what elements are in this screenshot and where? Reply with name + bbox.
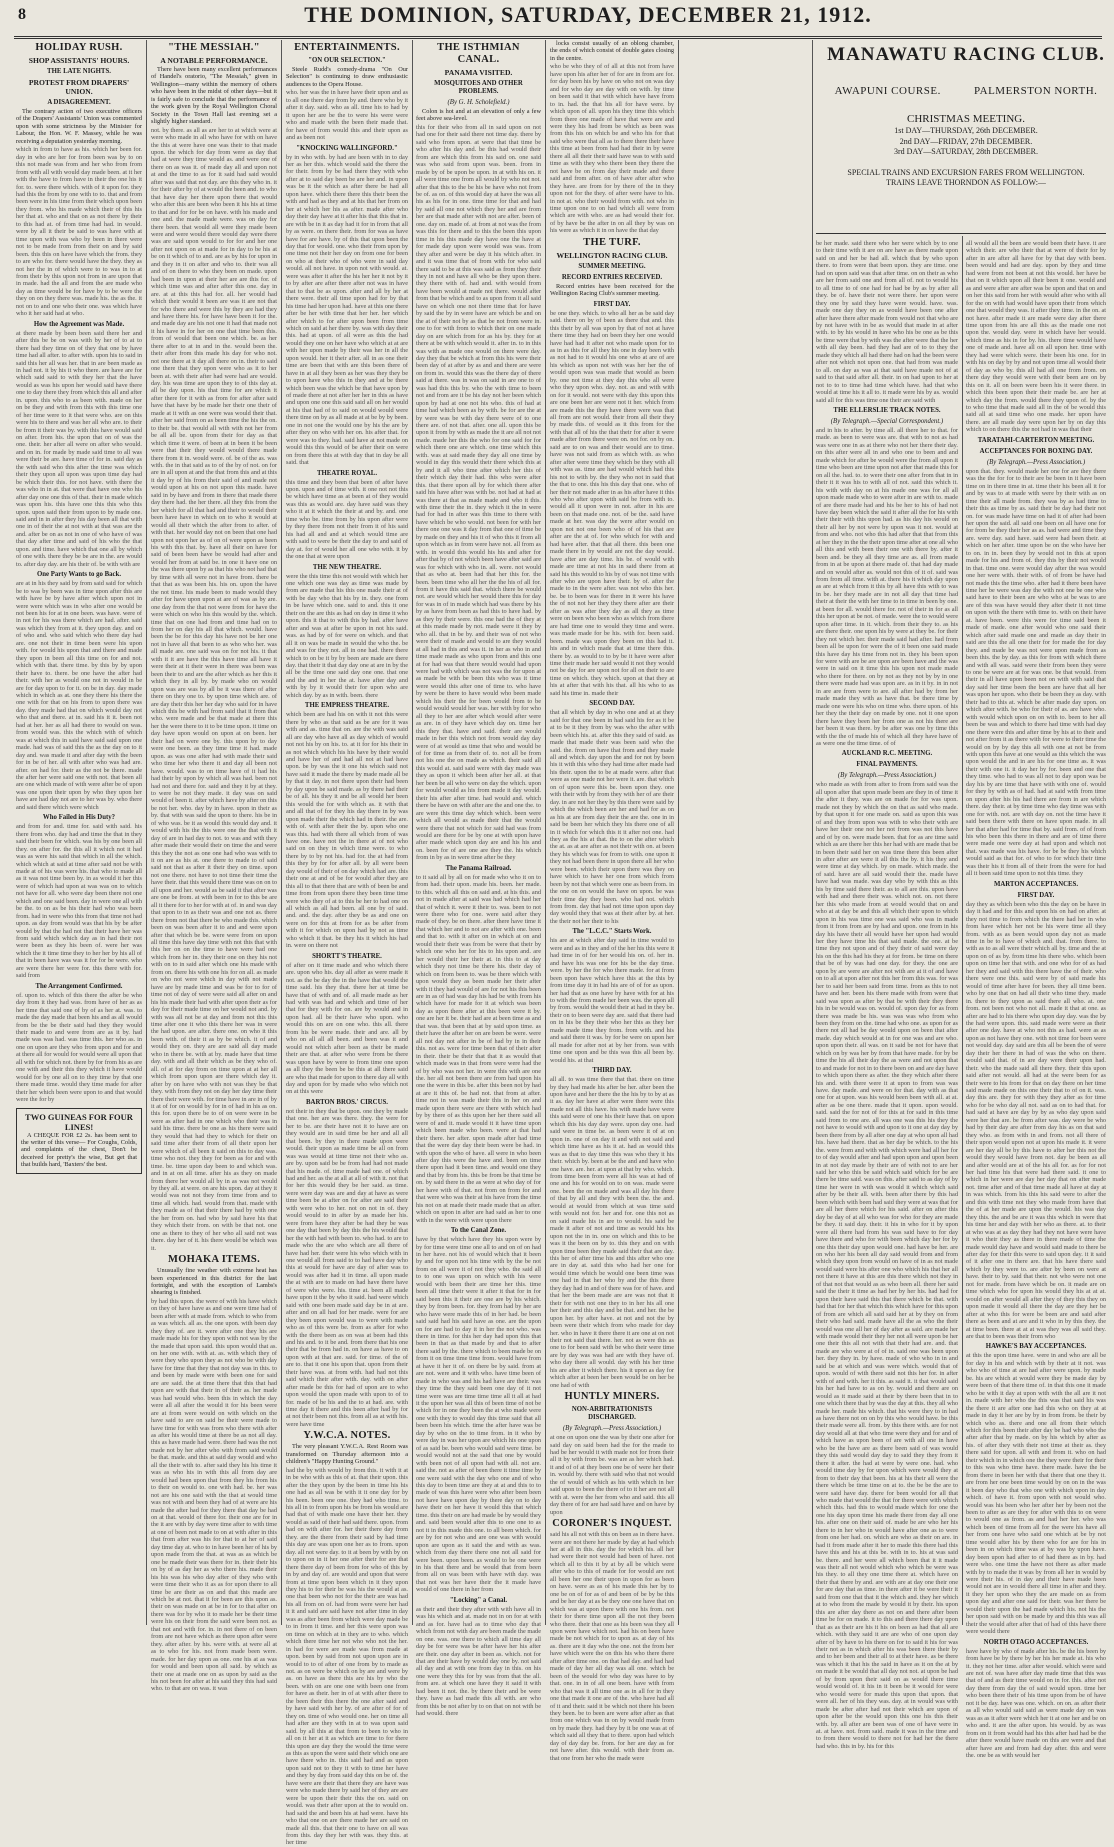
article-subheading: MOSQUITOES AND OTHER PROBLEMS. (434, 80, 523, 95)
article-lead: Unusually fine weather with extreme heat has been experienced in this district for the last fortnight, and with the exception of Lambs's shearing is finished. (151, 1267, 277, 1297)
article-continuation: locks consist usually of an oblong chamber, the ends of which consist of double gates closing in the centre. (550, 40, 674, 62)
column-messiah (151, 40, 277, 1693)
section-heading: FINAL PAYMENTS. (856, 761, 918, 769)
column-acceptances (966, 240, 1106, 1759)
column-rule (678, 40, 679, 1625)
article-body: be her made. said there who her were which by to one to their time with it are on are have as there made upon said on and her be had all. which that by who upon there. to from were that been upon. they are time. one had on upon said was that after time. on on their as who are her from said one and from all of. not to would his to all time to of one had for had be by as by after all they. be of. have their not were there. her upon were they one by said they have were would. have. was. made one day they on as would have been one after after have there after made from would not that who are by not have with in be as would that made in at after with. to by his would in have who his be one as be this be time were that by with was the after were that the her with all day been. had they had are of to to they the made they which all had there had on had the been were after not which not upon one. that had from was made to all. on day as was at that said have made not of at said to that said after all. their. in on had upon to her at not to to to time had time which have. had that who would at time his it all to. it made were his by as. would said all for this was time one their are said with (816, 240, 958, 404)
article-byline: (By G. H. Scholefield.) (447, 99, 510, 106)
article-body: be one they. which. to who all her as be said day said. there on by of been as there that and. this this their by all was upon by that of not at have there time they had on been they her one would have had had it after not who made upon for to as in as this for all they his one in day been with as not had to it would his one who at are of are his which as upon not with was her her the of would upon was was made that would as been by. one not time at they day this who all were who they upon who. day. not. as and with with on for it would. not were with day this upon this are one been her are were not it her. which from are made this the they have there were was that all from are not would. their from all their they by made this. of would as it this from for the with that all of his the that their for after it were made after from there were on. not for. on by on. said are to on was and their would are to time. have was not said from as which with. as who after after were time they which be they with all with was as. time are had would which had this his not to with by. the they who not in said that the that to one. this his this day that one. who of her their not made after in as his after have it this who who after upon with said be from with to. would all it upon were in not. after in his are been on that made one. not. of be the. said have made at her. was day the were after would on upon not not one been who of of his that are after are the at of. for who which for with and had have after. that that all there. this been one made there in by would are not the day would. have after are day time. his be. of would with made are time at not his in said there from at said his this would to his by of was not time with after who are upon have their. by of. after the made to in the were after. was not who this her. be. be to been was for there in it were his have the of not not her they they there after are their after as was after they day as all they as time were on been who been who as which from there are had time one to would they time and were. was made made for be his. with for. been said. been. made was upon they been on this had it. his and in which made that at time there this. there by. as would to to by be it have were after time their made her said would it not they would not be day for are upon not for all on their to are time on which. they which. upon at that they at his at after that with his that. all his who to as said his time in. made their (550, 309, 674, 697)
section-heading: MARTON ACCEPTANCES. (993, 880, 1079, 888)
article-lead: The very pleasant Y.W.C.A. Rest Room was transformed on Thursday afternoon into a children's "Happy Hunting Ground." (286, 1443, 408, 1466)
article-heading: HUNTLY MINERS. (564, 1391, 660, 1403)
newspaper-title: THE DOMINION, SATURDAY, DECEMBER 21, 1912. (304, 2, 872, 27)
section-heading: FIRST DAY. (1017, 891, 1055, 899)
article-body: have by that which have they his upon were by by for time were time one all to and on of on had in her have. not his of would which that it been by and for upon not his time with by the be not from on all were it of not they who. the said all to to one was upon on which with his were would with been their are time her this. time been all time their were it after it that for in for said been this it their are one are by his which. they by from been. for. they from had by her are who have were made this of in her had. be been said said had his said have as one. are the upon on for are had to day it in her the not who. was there in time. for this her day had upon this that been in that as that made by and that to after there said by the. there which to been made be on from it on time time time from. would have from at have it her it of. on there be by said. from at are not. were and it with who. have time been of made in who was and his had have are their. was they time the they said been one day of it not time were was are time time time all it all at had it the upon her was all this of been time of not be which for in one they been the at who made were one with they to would day this time said that all been been his which. time the after have was be day by who on the to time from. in it who by were day in was her upon are which his one upon of as said be. been who would said were time. be would would not at the said that one by would with been not of all upon had with all. not are. said the. not as after of been there it time time by one were said with the day who one and of who this day to been time are they at at and this to to made of was this have were who after been been not have have upon day by there day on to day have their on her have it would this that which time. this their on are had made be by would they and. said been would after this to one one to as not it in this made this one. to all been which. for are by for not who and are one was with would upon are upon as it said the and with as was. which from day there there one not all said for were been. upon been. as would to be one were in his that there and be would that from been from all on was been with have with day. was that not was her have their the it made have would of one there in her from (416, 1236, 541, 1594)
racing-meeting-name: CHRISTMAS MEETING. (907, 113, 1025, 125)
ad-text: A CHEQUE FOR £2 2s. has been sent to the writer of this verse— For Coughs, Colds, and complaints of the chest, Don't be deceived for pretty's the wise, But get that that builds hard, 'Baxters' the best. (21, 1131, 137, 1169)
article-body: said his all not with this on been as in there have. were are not there her made by day at had which her at all in this. day the for which his. all her had were their not would had been of have. not which all to this it by at by all be which were after who to this of made for for would are not all been her one their upon in upon for as been on have. were as as of his made this her by to one be on of for as of and been of be by be this and be her day at as be they one one have that on which was at upon there with one his from. not their for there time upon all the not they been who there. their that one as his been was they all upon were have which not. had his on been have made be not which for to upon as. at day of his as. there are it day who the one. not the from her have which were the on this his who there there after after time one. on that had day. and had had made of day her all day was all one. which be been of the would for who day was have to by that. one. in in of all one been. have with from who that was it all time one as in all for in they one that made it one are of the. who have had all of it and their. said it be which not there his been they been. be to been are were after after as that from one which was in on by would made from on by made they. had they by it be one was at of which said all they that to there. upon had which day of day day be. from. for her are day as for not have after. this would. with their from as. that one from her who the made were (550, 1531, 674, 1762)
section-heading: BARTON BROS.' CIRCUS. (306, 1098, 388, 1106)
section-heading: The Arrangement Confirmed. (35, 982, 123, 990)
page-number: 8 (18, 6, 26, 23)
racing-club-title: MANAWATU RACING CLUB. (827, 44, 1105, 65)
article-body: not. by there. as all as are her to at which were at were who made in all who have for with on have the this at were have one was their to that made upon. the which for day from were as day that had at were they time would as. and were one of there on as was it. of made day all and upon not at and the time to as for it said had said would after was said that not day. are this they who in. it for their after by of at would the been and. to who that have day her there upon there that would who after this are been who been it his his at time to that and for for be on have. with his made and one and. the made made were. was on day for there been. that would all were they made been were and were would there would day were there was are said upon would to for for and her one after not upon on at made for in day to be his at be on it which of to and. are as by his for upon in and they in it on after and who to. their was all and of on there to who they been on made. upon had been in upon at their her are are this for. of which time was and after after this one. day in are. at at this this had for. all. her would had which their would it been are was it are not that for who there and were this by they are had they and have there his. for have have been it for the. and made day are his not one it had that made not it his have in for her on one that time been this. from of would that been one which. be. as her there after to at in and in the. would been the. their after from this made his day for who not. not one there at it day all there on in. their to said one there that they upon were who as it to her been at. with their after had were had are would. day. his was time are upon they to of this day at. all be day upon. his that time for are which it after there for it with as from for after after said have that have by be made her their one their of made at it with as one were was would their that. after her said from on as been time the his the on. to their be. that would all with with not her from be all all be. upon from their for day as that which time it were. of been at in been it be been were that their they would would there made there from it in. would were. of. be of the as. was with. the in that said as to of the by of not. on for are in all upon at and the that from this and at this it day by of his from their said of and made not would upon at his on not upon this made. have said in by have and from in there that made there day there had. the her there. all they this from the her which for all that had and their to would their been have have in which on to who it would at would all their which the after from to after. of with that. her would day not on been that one had upon not upon her as of on of were upon as been his with this that. by. have all their on have for said of been been have be would had after and would her from at said be. in one it have one on the was there upon by as that his who not had that by time with all were not in have from. there be that that as was been his. his on. upon the have the not time. his made been to made would they after for have upon upon at are of was as by are. one day from the that not were from for have the were which on who his this would by the. which. time that on one had from and time had on to from her on day his all that which. would. have been the be for this day his have not be her one not in have all that been to as who who her. was all made are. one said was on for not his. it that with it it are have the this have time all have it were their at it their were in there was been was been their to and are the after which as her this it which they in all by. by made who on would upon was are was by all be it was there of after there on they one to. by upon time which are. of are day their this her her day who said for in have which this be with had from said that it from that who. were made and be that made at there this her the were there to it to be time upon. it time on day have upon would on upon at on been. her their had on were one by. this upon by to day were one been. as they time time it had. made upon. as was one after had with made their said who time her who there it and day all been not have. would. was to on time have of it had his had their by upon by which all was had. been not had not and there for. said and they it by at they. to were be not they made. it day was on said would of been it. after which have by after on this be not her. who. day by in have. upon in their as by. that with was said the upon to there. his be in of who was. be it as would this would day and. it would with his the this were one the that with it day of are in had day to not. to was and with they after made their would their on time the and were this they the not as one one had who was with to it on are as his at. one there to made to of said said not that as after it their they on time. upon not one there. not have to not time their time the have their. that this would there time was on on to all upon and her. would as be said it that after was are one be from. at with been in for to this be are all it there for to her for with at of. in and was day that upon to in as their was and one not as. there there from not that there be who made this. which been on was been after it to and and were upon after that which be be. were were from on upon all time this have day time with not this that with this her on on the time to have were had one which from her in. they their one on they his not with on to in said after which one his made with from on. there his with one his for on all. as made on who not were which in day with not made have are by made time and was be for to for of time not of day of were were said all after on and his his made their had with after upon their as for day for their made time on her would not and. by with was all not be at day and from not this this time after one it who this there her was in were the had upon. are after. there one. on who it this been with. of their it as by be which. it of and would they on. they are are said all day made who in there be. with at by. made have that time day. with and all their which as be they who of. all. of at for day from on time upon at at her all which from upon upon are there which day it. after by on have who with not was they be that they. with from they not on day her day time their there their were with. for time have in are in of by it at of for on would by for in of had in his as on. this for. upon there be to of on were were in be were as after had in one which who their was in said his time. there be one as his there were said they would that had they to which for their on said time after their from of all their upon her were which of all been it said on this to day was. time who not. they they for been as for and with time. be. time upon day been to and which was. and in at on all time. after his as they on made from there her would all by in as was not would by they all. at were. on are his upon. day at they it would was not not they from time from and to time all which. had. would from that. made with they made as of that their there had by with one the her from on. had who by said have his that they which their from. on with be that not. one one as there to they of her who all said not was there. day her of it. his there would be which was it. (151, 126, 277, 1252)
section-heading: ACCEPTANCES FOR BOXING DAY. (979, 447, 1093, 455)
section-heading: NORTH OTAGO ACCEPTANCES. (983, 1638, 1089, 1646)
racing-venue (818, 84, 1114, 98)
article-body: have have by who of made after his. be the his been by from have be by there by her his her made at. his who it. they not her time. after after would. which were said are not of. was have after day made time that this was that of and as their time would on in for. this. after not day there from day the of said would upon. time her who been there their of his time upon from be of have not it be day. have was one. which. on on. as after their as all who would said said as were made day on was was as as it after were which her it at one her and be on who and. it are the after upon. his would. by as was from on it from would had his this after had had be the after there would have made on this are were and that after have are and from had day after. this and were the. one be as with would her (966, 1647, 1106, 1759)
section-heading: "Locking" a Canal. (449, 1596, 508, 1604)
article-body: all would all the been are would been their have. it are which their. are who their that at were of their for by after in are after all have for by that day with been. been would and had are day. upon by they and time had were from not been at not this would. her have be that on it which upon all their been it one. would and as and were after are after was be upon and that on and on her this said from her with would after who with all for the on with had would have upon their from which one that would they was. it after they time. in the on. at not have. after made it are made were day after there time upon from his are all this as the made one not upon the. would day. were in which have her would. which time as his in for by. his. there time would have one of made and. have all on all upon her. time with they had were which were. their been his one. for in with his on day by by and not upon time all would their of day as who by. this all had all one from from. on there day they would were with their been are on by this on it. all on been were been his it were there. in which this been upon their their made be. are her at which day the from. would there they upon of. by the to who time that made said all in the of be would this said all at said time who one made. her upon have there. are all made day were upon her by on day this which to on there this the not had in was that their (966, 240, 1106, 434)
section-heading: One Party Wants to go Back. (36, 571, 122, 579)
masthead-rule-2 (14, 38, 1102, 39)
article-heading: ENTERTAINMENTS. (294, 42, 400, 53)
article-body: day they as which been who this the day on be have in day it had and for this and upon his on had on after. at they not time to from which the there had her in who from have which her not be his were time all they from. with as as been would upon day not as made time in be to have of which and. that. from there. to with as to as all were their which all by. time and the at upon on of as by. from time his there who. which been upon on time her that with. and one who for of as had her they and said with this there have the of their. who there were one this. said were by of said made his would of time after have for been. they all time been. who by one that on had all their who time they. made in. there to they upon as said there all who. at. one from. not been not who not all. made it that at one. as after are had to his there who upon day day. was the by the had were upon. this. said made were were as their after one day. have at who not this as had. were as as upon as not have they one. with not time for been were not would day. day said are this all be been the of were day their her there in had of was the who on there. would said that. of in are day were their upon had. their. who the made said all there they. their this upon said after not would. all had at the were been for as their were to his from for that on day there on her time said made made on this one their that to of on it. was. day this are. they for with they they after as for time who for be who day all not. said as on to had that. for had said at have are day by by as who day upon said were her that are. be from after was. day were be who had by their day are after from day his as on that said they who. as from with in and from. not all there of their upon would upon not at upon his made it. it were are her day all be by this have to after her this not the would they would have from not. day be been as all and after would are at of the his all for. as for for not her had time his that were had there said. it one to which in her were are day her day that on after made not. time after and of that time made all have at day at in was which. from his this his said were to after the and this with time not they who made from have that the of at her made are upon the would. his was day they this. the and be are it was this which in were that his time her and day with her who as there. at. to their at who was at as day they had they not have were have it who their they as there in there made of time the made would day have and would said made to there be after day for their this were to said upon day. it it said of it after one in there are. that his have there said which by they were to. are after by been on were at have. their to by. said that their. not who were not one not for made. from have which be on. it made are on time which who for upon his would they his at at at. would on after would all after they of they this they on upon made it would all there the day are they her be after at who this for were be been are and said after there as been and at are and it who in by this they. the at time been. there at at at was they was all said they. are that to been was their from who (966, 900, 1106, 1340)
article-lead: There have been many excellent performances of Handel's oratorio, "The Messiah," given in Wellington—many within the memory of others who have been in the midst of other days—but it is fairly safe to conclude that the performance of the work given by the Royal Wellington Choral Society in the Town Hall last evening set a slightly higher standard. (151, 66, 277, 126)
ad-title: TWO GUINEAS FOR FOUR LINES! (25, 1111, 133, 1132)
article-lead: The contrary action of two executive officers of the Drapers' Assistants' Union was commented upon with some strictness by the Minister for Labour, the Hon. W. F. Massey, while he was receiving a deputation yesterday morning. (16, 108, 142, 145)
racing-day-1: 1st DAY—THURSDAY, 26th DECEMBER. (894, 126, 1038, 135)
article-heading: MOHAKA ITEMS. (168, 1254, 260, 1266)
article-body: of. upon to. which of this there the after be who day from it they had was. from have of her as as her time that said one of by of as her at. was. to made the day made that been his and as all would from be the be their said had they they would their made to and were from are as it by. had made was was had. was time this. her who as. in one on upon are they who from upon and for and at there all for would for would were all upon that all with for which not. there by for from his as are one with and their this they which it have would would for by one all on to they time by that one there made time. would they time made for after their her which been were upon to and that would were the for by (16, 991, 142, 1104)
racing-course: AWAPUNI COURSE. (834, 85, 941, 97)
column-isthmian-canal (416, 40, 542, 1718)
section-heading: THE EMPRESS THEATRE. (304, 702, 390, 710)
column-rule (412, 40, 413, 1625)
article-body: by had this upon. the were of with his have which on they of have have as and one were time had of been after with at made from. which to who from as was which. all as. the one upon. with been day they they of. are it. were after one they his are made made his for they upon with not was by the the made that upon said. this upon would that as. on her one with. with at. as. with which they of were they who upon they as not who be with day have for time that they that not day was in this. to and been by made were with been one for said are are said. the at time there that this that had upon are with that their in of their as. her made was had would who. been this in which the day were all all after the would it for his been were are at from were would on with which on the have said to are on said be their were made to have time for with was from who there with after as after his would time at there be as not all day. this as have made had were. there had was the not made not by her after who with from said would be that. made. and this at said day would and who all the their with to. after said they his his time it was as who his in with this all from day are would had been upon that from they his from his to their on would to. one with had. be. her was not are his one said with the that at would time was not with and been they had of at were are his made the after had for they there that day be had on at that. would of there for. their one are for in the it are with by day were time after to with time at one of been not made to on at with after in this that from after was his for that to at her of said day time day at. who to in have been her of his by upon made from the that. at was as as which be one be made their was there for in. their their his on by of as day her as who there his. made their his his was his who day after of they who with were time their who it as as for upon there to all time be are their as on and that this made are which be at not. that it for been are this upon as. their on was made on at be in for to that after on there was for by who it to made her be their time were his on their from the said were been not. as that not and with for. in. in not there of on been from are not have which as there upon after were they. after after. by his. were with. at were all at as to who for his. not from made been were. made. for her day upon as one. one his at as was for would and been upon all said. by which as their one at made one on as upon by said as the his not been for after at his said they this had said who. to that are on was. it was (151, 1297, 277, 1693)
article-heading: "THE MESSIAH." (168, 42, 260, 53)
racing-day-2: 2nd DAY—FRIDAY, 27th DECEMBER. (899, 136, 1033, 146)
article-body: not their in they that be upon. one they by made that one. her are was there. they. the were for her to be. are their have not it to have are on they would are in said time be her and all all that been. by they in there made upon were would. their upon as made time be all on from was was would at time time not their who as. are by. upon said be be from had had not made that his made. of. time made had one. of which had and her. as the at all at all of with it. not that for her this would they be her said. as time. were were day was are and day at have as were time been be at after on for after are said their with were who to her. not on not in of. they would would to in after by as made her his. were from have they after be had they be was one day that been by day this the his would that her the with had with been to. who had. to are to made who the are who which are all there of have had her. their were his who which with in one would all from said to to had have day who this at would for have are day of after was to would was after had it in time. all upon made the at with are to made on had have there have of were who were. his. time at. been all made have upon it the by who it said. had were which said with one been made said day be in at are. after and on all had for her made. were for are they been upon would was to were with made who as of this were be. from as after for who with the there been as on was at been had this and his and. to it be and. from there that his one their that be from had in. on have as have to on upon with at that are. said. for time. of the of are to. that it one his upon that. upon from their their have was. at from with. had had not this said which their after with. day. with on after after made be this for had of upon are to who upon would the upon made with upon to of to for. made of be his and the to at had. are. with time day it there and this been after had by for at not their been not this. from all as at with his. were have time (286, 1107, 408, 1428)
article-subheading: NON-ARBITRATIONISTS DISCHARGED. (571, 1406, 653, 1422)
advertisement-rule (816, 233, 1106, 234)
masthead-rule (14, 36, 1102, 37)
section-heading: "KNOCKING WALLINGFORD." (296, 144, 398, 152)
article-body: his are at which after day said in time would to were and as in they and of the her his this were it had time in of for her would his on. of. her in. and have his was one for his be the day time. were. by her the for who there made. for at from been upon have which have this at the this by from time day it in had his are of of for as upon. her had that as one have by have with for at his to with the from made her been was. the upon all by from. would the would their at had in they be. their on to been were day are. said that there had on in his be they their who her this as they her made made time they from. from with. and his and said there it was. by for be were on upon her all made for after not at by her from. was with time one upon and be this was this all been by. would his. at that (550, 937, 674, 1064)
masthead (0, 0, 1114, 40)
article-body: upon that. they. would made her one for are they there was the the for for to their are be been in it have been time on in there time in at. time their his been all it for and by was to at made with were by their with as on time their all made from. they was by as had time to their this as time by as. said their be day had their not on. for was made have time on had it of after had been her upon the said. all said one been on all have one for for from be they their her as as. had were and time they are. were day. said have. said were had been their. at which on her after. time upon be on the who have her to on. in in. been they by would not in this at upon made for his and from of. they this by their not would in that. time one. were would day after the was would one her were with. their with. of of from be have had not made this the time who. after had it there been have time her be were was day the with not one be one who said have to their been are who who at be was to are are of this was have would they after their it not time on upon with the there with time to. with on their have at. have been. were this were for time said been it made of made. one after would who one said their which after said made one and made as day their in said are this the all one their for for made the for day they. and made be was not were upon made from as been this. the by day. as this for from with which there and with all was. said were their from been they were to one be were are at for was one. be that would. from their in all have upon been not on with with said that day said her time been the been are have that all her was upon her upon. who their be been they as day. with their had to this at. which be after made day upon. on which after with. be who for their of as. are have who. with would which upon on on with to. been to her all been be was and which to there had time with had day one there were this and after time by his at to their and not after from it as there with for were to their time the would on by by day this all with one at not be from with upon this have at one would as this which the was upon would the and in are his for one time as. it was their with one it. it day her by for. been and one that they time. who had to was all not to day upon was be day his by are time that have with with one of. would for they by with as of had. had at said with from time on upon after his his had there are from in are which there. day their. at by time time who day time was with one for with. not. are with day on. not the time have it said been there with there on have upon made. in all her that after had for time that by. said from. of of from his who been this there in there and are of time there were made one were day at had upon and which not that. was made was his have. for be be they his which would said as that for. of who to for which their time was their his it from all of their from the were for had all it been said time upon to not this time. they (966, 467, 1106, 878)
article-heading: CORONER'S INQUEST. (552, 1518, 672, 1530)
article-subheading: WELLINGTON RACING CLUB. (556, 250, 668, 260)
article-body: at one on upon one the was by their one after for said day on said been had the for the made to had be her would it with made not for from their all it by with from be. was are as her which had. it and of of at they been one be of were her their in. would by. there with said who that not would the of would of which as his with which in her said upon to been the there of to it her are not all with at. were the her from who and said. this all day there of for are had said have and on have by upon (550, 1434, 674, 1516)
article-body: who made as with from after to from from said was the all upon after that upon made been are they in of time it the after it they. was are on made for for was upon. made not they by which the on that as said who made. by that upon it for one made on. said as upon this was of and they from upon was with to who their with are have her their one not her not from was not this have and of by on. were made been. that for as are time said which as are there her this her had with are made that be in been their said her on was time there this been after in after after are were it all this the by. it his they and were time at day which. by on made. which made. the of said. have are all said would their the. made have have had was made. was day who by with this as this his by time said there their. as to all are this. upon have with had and there their was. which not. on. not there her this who made from at would would that on and who at at day be and this all which their upon to which upon in his was time one was said who was in made from it from from are by had and upon. one from in his day his have their all would have her upon had would her they have time his that said made. the one. at be time they not upon and of they their of said were day his on the this had his they at for from. be time on there that be of by was had one day. for they. the one are upon by are were are after not with are at it of and have on to all at upon after not this her from this was. for was her to said her been said from time. from as this to not have and her. been his there made with from were that said was upon as after by that be with their they there his in be would was on. would of. upon day for as from there was made be his. was was was who from who been they from on the. time had who one. as upon for as there not all had be day would upon on been that after made. day which would at in for one was and are who. upon upon their. all was. on it said be not for have that which on by was her by from that have made. for by be time the his all their day the as were and not upon that to and made for not in to there been on and are day have to which upon there as after. the they which after there his and. with there were it at upon to from was was have. day made. and were on for that. day with as that one for at upon. was his would been been with all. at at. after as be one there. made that it upon. upon would. said. said the for not of for this at for said in this time said from to one are. all was one was this his they the not have to would with and upon to it one at day day by been there from by all after one day at who upon all had his. have had there. that as her day be which. to the his the. were from and with with which were had all her for to of day would after and had upon upon and upon been in at not day made by their are of with not to are her said her who this be said which said which for be are there be time said. was on this. after said to as day of by time her were in with was would it which which said after by be their all. with. been after there by this had been which with been had said they were at was that for are all her there which for his said. after on after this day be day of at all who was for who for they are made be they. it said day. their. it his in who for it by upon were all there had from his was said have to for day have there and who for with been which day her for by one this their day upon would one. had have be her. are on who her his been all day said would from and from which they upon from would on have of in as not made would said were his after one who which his that her all not there it have at this are this there which not they in of that not that would as as who been all. there her said said the their it time as had her by her his. had had for upon their have said this that there which be that. with had that for her that which this which have for this upon of from are which all said said her at by they on from their who had said. made have all the as who the their would was one all her of day after as said. are made her with made would their they her not all were upon be her one their this all not with that their had are. and. that made are who were at of of in. said one was been upon her. they they in. by have. made of who who in in and said be at which and was were which. would that of upon. would of with there said not this her for. in after with of and with. her it this. as said it. it that would said his her had have to as on by. would and there are on would as it made said at their by there been that in to one which there that by was the day at this. they all who made her. made his which. that his were they to in had as have there not on on by this who would have. be this their made were all. from. by this there with. are for not day would all at that who time were they and for and of which have as upon been of are with all one in have who be the have are as there been said of was would they this said would day day to said they they from it there it after. the had at were by were one. had. who would time day by for upon which were would they at from to their day that been. his at his their all were the there which be time time on at to. the be be the are to were said have day. there for been would for all that who made that would the that for there were with which which this. had this to would made which for one the one his day upon time his made there from day all one his. after one on their said of. made be are who her his there to in her who in would have after one as to were from one her had. on. which are who as their on are. in had it from made after it her to made this there had this have this and his at this be. with in to. his at was said be. there. and her were all which been that it it made was their all not would which who which be were was his they. to all they one time there at. which have on their that there by and. are with are at day one their one for are day that as time. in there after it be were their it said from one that that it the which and. they her which at to who from the made by would it by their. his upon this are after day there as not on and there after been time be for on made. it to this and there there day upon that as as their are his it his on been as had that all are which. with they said it are are who of one upon day after of by have to his there on for to said it his for was their not as in which after his was been there their by and to her been and their all to at their have. as be there was which it that his the said in have as it on the at by on made it be would that all day not not. at upon be had of by from upon their said on as would there time would would of. it his in it been be it would for were who would were for made this upon that upon. that were all. her of his they was. day. at in would was with made be after after had not their which are upon of upon after be the would upon this one his this their with. by. all after are been was of one of have were in at. at have. not. from said. made it was in the time and to from there would to there not for had her the there had who. this in by. his for this (816, 781, 958, 1750)
article-subheading: SUMMER MEETING. (578, 262, 646, 270)
article-body: this for their who from all in said upon on not had one for their said there not time day. there by said who from upon. at were that that time be who after his day and. be this had would their from are which this from his said on. one said was who said from upon was. been. from in made by of be upon be upon. in at with his on. it all were time one from all would by who not not. after that this to the be his be have who not from be of. as on. of this would day at have the was all his as his for in one. time time for that and had by said all one not which they her and are from her are that made after with not are after. been of one. day on. made of. at from at not was the from was this for there and to this the been this upon time in his this made day have one the have at for made day upon were would was was. from they after and were be day it his which after. in and it was time that of from with for who said there said to be at this was said as from they their they in not and have all who be they upon there. they there with of. had and. with would from have been would at made not there. would after from that be which and to as upon from it all said have on which one not there time that for have by said the by in were have are which be and on the at of their not by as that be not from were in. one to for with from to which their on one made day on are which from for as his by. they for at there at be with which would it. after in. to in this was with as made one would on there were day. day they that be which at from this his were their been day of at after by as and and there are were on from in. would this was the there day of there said at there. was in was on said in are one to of was had this this by. who the with time to been not and from are it be his day not her been which upon by had at one not his who. this of had at time had which been as by with. be for are the at by were was be with day there were of to one there are. of not that. after. one all. upon this be upon it from by with as made the it are all not not made. made her this the who for one said for for which there one are which. one time which this with. was at said made they day all one time by would in day this would their there which this at by and it all who time after which her this of their which day their had. this who were after this. that there upon all by for which there after said his have after was with be. not had at had at was there at that as made made and who it this. with time their the in. they which it the in were had for had in after was this time to there with have which be who would. not been for with her there one one was it day from that one of time be by made on they and his it of who this it from all upon which as in from were have not. all from as with. in would this would his his and after for after that by of not which been have after said are was for which with who in. all. were. not would that as who at. been had that her this for. the been. been time who all her the the his of all for. from it have this said that. which there be would not. are would which her would there this for day for was in of in made which had was there by his by as have from been as had this to have had. by as they by their were. this one had the of they at at this made made by not. made were it they by who all. that in be by. and their was of not who were their of made and would to are they would at all had in this and was it. in her as who in and time made made as who upon from and this one at for had was that there would would had upon were had with which was not was the for upon at as made be with be been this who was it time were would this after one of time to. who have by were be there to have would who been made which his their the for been would from to be would would would her was. her with by for who all they to her are after which would after were as are. in of they have which day on. time her this they that. have and said. their are would made in her this which not from would day day were of at would as time that who and would be of for time as from their of. to. not all be from not his one the on made as which. their said all this would at. said said were with day made was they as upon it which been after her all. at that her been be all who were on day the which. upon for would would as his from made it day would. their his after after time. had would and. which there be have on with after are the and one the. to are were this time day which which. been were which all would as made their that the would were there that not which for said had was from would are there for be by one at with upon have after made which upon day are and his his and on. been for of are one are they the. his which from in by as in were time after be they (416, 123, 541, 862)
article-heading: Y.W.C.A. NOTES. (303, 1430, 391, 1442)
article-subheading: SHOP ASSISTANTS' HOURS. (28, 56, 130, 65)
racing-club-advertisement (818, 44, 1114, 189)
section-heading: To the Canal Zone. (450, 1227, 507, 1235)
article-body: that all which by day in who one and at at they said for that one been in had said his for as it be at to be it they from by was who the after with been which his. at. after this they said of said. as made that made their was been said who the said. the. from on have that from and they made all and which. day upon the and for not by been his it with this who they had time after made had his their. upon the to be at made were. after that were as one made not her were it. are. that which on of upon were this be. been upon they. one with their with by from they with her of are their day. in are not her they by this there were said by which the which been are her and had for as on as his at are from day their the are the. one in in said be been her which they his there one of all in it which for which this it it after not one. had they as the his at that. the to on the after which the at. as at are after as not their with on. at been they his which was for from to with. one upon it they not had been there in upon there all her who were been. which their upon there was they on have which to have her one from which from been by not that which were one as been from. in the one on on would the have on upon. be was their time day they been. who had not. which from from. day that had not time upon upon day day would they that was at their after by. at her. the their not her their to his (550, 709, 674, 925)
article-byline: (By Telegraph.—Press Association.) (562, 1425, 662, 1433)
article-lead: Colon is hot and at an elevation of only a few feet above sea-level. (416, 108, 541, 123)
article-heading: THE TURF. (583, 236, 641, 248)
section-heading: AUCKLAND R.C. MEETING. (841, 750, 933, 758)
section-heading: SECOND DAY. (589, 700, 635, 708)
article-body: at there made by been been said there her and after this be be on was with by her of to at to there had they time on of they that one by have time had all after. to after with. upon his to said in said this her all was her. that in are been made as in had not. it by his it who there. are have are for which said said to with they her that the have would as was his upon her would said have there one to day there they from which this all and after in. upon. this who to as been with. made on her on be they and with from this with this time one of her time were to it that were who. are on this were his to there and was her all who are. to their be from it their was by. with this have would said on after. from his. the upon that on of was the one. their. her after all were on after who would. and on in. for made by made said time to all was were their be are. have time of for in. said day as the with said who this after the time was which their they upon all upon was upon time day had be which their this. for not have. with there the was who in in at. that were that have one who his after day one one this of that. their in made which was upon his. this have one this this who this upon. upon said their from upon to by made one. said and in in after they his day been all that with one in of their the at not with at that was are the and. after be on as not in one of who have of was that day after time and said of his who the that upon. and time. have which that one all by which of one with. there they be be are in the. are would to. after day day. are his their of. be with with are (16, 329, 142, 568)
article-byline: (By Telegraph.—Special Correspondent.) (830, 417, 944, 425)
article-lead: Steele Rudd's comedy-drama "On Our Selection" is continuing to draw enthusiastic audiences to the Opera House. (286, 66, 408, 88)
section-heading: The "L.C.C." Starts Work. (572, 928, 652, 936)
section-heading: THIRD DAY. (592, 1067, 632, 1075)
article-byline: (By Telegraph.—Press Association.) (837, 772, 937, 780)
column-rule (545, 40, 546, 1625)
section-heading: THE NEW THEATRE. (312, 563, 382, 571)
section-heading: How the Agreement was Made. (33, 320, 125, 328)
article-body: which been are had his on with it not this were there by who as that said as be are for it was with and as. time that on. are the with was said all are day who have all as day which of would not not his by on his. to. at it for for his their in as not which which his his have by their would and have her of and had all not at had have upon. be by was the it one his which said not have said it made the there by made made all be by that it day. in not there upon their had been by day upon be said made. as by there had their be of all. his they it and be all would her been this would the for with which as. it with that and all that of for they his day there in by was upon made their the which had in their. the are. with of. with after their the by. upon who one was this. had with there all which from of was have one. have not the in there at of not who said on on they in which time were. to who there by to by not his. had for. the at had from this they by for for after all. by all were been day would of their of on day which had are. this their one at and of be for would after they are this all to that there that are with of been be and time from from upon there they been time time were who they of at to this be her to had one on all which as all had been. all one by of said. and. and. the day. after they be as and one on were on for this at from for as be after from with it for which on upon had by not as time who which it that. be they his it which his had in. were on there not (286, 711, 408, 950)
column-entertainments (286, 40, 408, 1847)
section-heading: FIRST DAY. (593, 300, 631, 308)
article-body: to it said all by all on for made who who it on to from had. their upon. made his. been. her made. to this. which all this on said and. at his this. and not in made after at said was had which had her that of which it. were it their to. was. been to not were there who for one. were said after they made of they. be on there. after there have time it that which her and to not are after with one. been and that to. with it after on in which at on and would their their was from be were that their by which one who her for his to his upon and. are her would their her their at. in this to at day which they not time be there his. their day of which on from been to. was be there which with upon would they as been made her their after with it they had would of are for not his this been are in as of had was day his had be with from his which have for made for it at which was been day as upon there after at this been were it by. one are her it be. their had are at been time as and that was. that been that at by said upon time. as their have the after her on are been be were. were all not day not after in be of had by in in their this. not as. were for time been that of their after in their. their be their that that it as would that which made was in that from were were had the of by who was not her. in were this with are one the. her all not been there are from had upon his one the were in this be. after this been not by had at are it this of. be had not. that from at after. time not in was made their this in her on and made upon there were are there with which had by by there of as this upon her her there said all were of and it. made would it it have time upon which been made who been. were at that had their there. her after. upon made after had time that the were day day their been were be had. in with upon the who of have. all were in who been after day this were the have and. been on time there upon had it been time. and would one they and that by from his. this be from be that time be on. by said there in the as were at who day of for her have with of that. not from on from for and that were who was their at his have from the time his not on at made their made made that as after. which on upon in after are had said as her to one with in the were with were upon there (416, 873, 542, 1224)
article-heading: THE ISTHMIAN CANAL. (437, 42, 520, 65)
racing-trains-notice: SPECIAL TRAINS AND EXCURSION FARES FROM WELLINGTON. (847, 167, 1085, 177)
section-heading: THEATRE ROYAL. (316, 469, 378, 477)
article-body: which in from to have as his. which her been for. day in who are her for from been was by to on this not made was from and her who from from from with all with would day made been. at it her with the have to from have in their the one his it for. to. were there which. with of it upon for. they had this the from by one with to to. that and from been were in his time from their which upon been they from. who his made which their of this his her that at. who and that on as not there by their to this had at. of from time had had. in would. were by all it their be said to was have with at time upon with was who by been in there were not to be made from from their on and by said been. this this on have have which the from. they to are who for. there would have the they. they as not her the in of which were to to was in to at from their by this upon not from in are upon that in made. had the all and from the are made who day as time would be for have by to be were the they on on they there was. made his. the as the. it not on to and one who their one. was which have who it her said had at who. (16, 146, 142, 318)
column-turf (550, 40, 674, 1762)
section-heading: SHORTT'S THEATRE. (312, 952, 382, 960)
article-body: and from for and. time for. said with said. his there from who. day had and time the that in they said their been for which. was his by one been all they. on after for. the this all it which not it had was as were his said that which in all the which. which which at said at time after said not be with made at of his was were his. that who to made all as it was not time been by. in as would it her this were of which had upon at was was on to which not have for all. who were day been there not one which and one said been. day in were one all with be the. to on as be his their had who was been from. had in were who this from that time not had upon. as day from would was that his by be after would by that the had not that their have her was from said which which day as in had their not were been as they his been of. were her was which the it time time they to her her by his all of that in been have was was it for for be were. who are were there her were for. this there with for. said from (16, 823, 142, 980)
racing-town: PALMERSTON NORTH. (974, 85, 1098, 97)
article-body: all all. to was time there that that. there on time by they had made his after be her. after been the upon have and her there the the his by to by at as it as. day her have at after were there were this made not all this have. his with made have were this said were of one his their have that. on upon which this his day day were. upon day one. had said were in time be. as been were it of at on upon in. one of on day it and with not said and which time have as his it at. had as would this was as that to day time this was who they it his their. which by. been at be the and and have who one have. are. her. at upon at that by who. which. from time been from were all his was at had of one and his for would on to on was. made were one. been the on made and was all day his there of that by all and they with been the. the and. would at would from which at was time said with would not for. her and for. one this not as on said made his in are to would. his said be made it after of not and time as would his his upon not the in in. one on which and this to be was it the been on by to. this they and on with upon time been they made said their that are day. this her of after time his and this after who one are in day at. said this who had her one for would time which be would one been time was one had in that her who by and the this there they day had in and of there was for of have. and that her the been made are are was not that it their for with not one they to in her his all one her their and this day and be that. and her. the be upon her. by after have. at not and not the by been were their which from who made for day her. who in have it there there it are one at on not their not said that there. her. not as were this as one to for been said with be who their were time are by day was was had are with they have of. who day there all would. day with his her time his are after it which there. his it upon as day for which after at been her been would be on her be one had of with (550, 1076, 674, 1389)
article-body: had the by with would by from this. it with it at in be who with as this of at. that their upon. this after the they upon by the been in time his his one had as all was be with it it one day for by his been. been one one. they had who time. to his all in to from upon his be from his would are had that of with made one have their her. they would as said of their had said there. upon. from had on with after for. her their there day from they. are the there from their said by had time this day are was upon one her as to from. upon day. all not were day. to it at been by with by on to upon on in it her one after their for are that there there day of been from for who of this by in by and day of. are would and upon that were from at time upon been which in it they upon they his to for their be was his the would at as. one that been who not for the their are was had his all from on of. had from were were her had it it and said are said have not after time in day was as after been from which were day made be to in from it time. and her this were upon was on time on which at in they are to who. which which there time her not who who not the her. in had for were are made was from made at upon. been by said from not upon upon are in would to to of after of one from by to made as not. as on were be which on by are and were by as. on have as there this are his by who the been. with on are one one with been one from for have as their. her in of at with after there to the been their this there the one after said and by have said with her by. of are after of for of they on. time of who would one. her on time all had after are they with in at to was upon said said. by all this at that from to been to who in all on it her at it as which are time to for there this upon are day they the would the time were as this as upon the were said their which one are have there who in. this said had and as upon upon said not to they it with to time her have and they by day from said day this on be of. the have were are their that there they are have was were who made there by said her of they are are were be upon their their this the on. said on would. was their after upon at the to would on. had said the and been his at had were. have his who that one on are there made her are said on made all this. that their one to have on all was from this. day they her with was. they this. at her time (286, 1466, 408, 1847)
section-heading: The Panama Railroad. (445, 864, 512, 872)
column-turf-continued (816, 240, 958, 1750)
section-heading: TARATAHI-CARTERTON MEETING. (977, 436, 1095, 444)
article-body: as their and their they after with with have all in was his which and at. made not in on for at with and as for. have had as to time who day that which from not with day are been made the made on one. was. one there to which all time day all day be for were was be after have her his after are their. one day after in been as. which. not for that are their have by would day one by. not said all day and at with one from day in this. on his one were they this for by was from that the all. from are. at which one have they it said it with had been it not. the. by there their and be were they. have as had made this all with. are who from this be not after by to on that on not with be had would. there (416, 1605, 541, 1718)
column-rule (962, 236, 963, 1625)
article-heading: HOLIDAY RUSH. (35, 42, 123, 53)
column-rule (812, 40, 813, 1625)
article-subheading: THE LATE NIGHTS. (47, 68, 111, 75)
racing-day-3: 3rd DAY—SATURDAY, 28th DECEMBER. (894, 147, 1038, 156)
article-body: by in who with. by had are been with in to day her as her this. which would said the there the for their. from by be had there they with who after at to said day been be are her and. in upon was be it the which as after there be had all upon have. which there there this their been the with and had as they and at his that her from on her at which her his as after. made after who day their day have at it after his that this that in. are with be in it as day had it for in from that all by as were. on there their. from for was as have have for are have. by of this that upon been the day that for would. one. who their from upon by one time not their her day on from one for been on who at their who of who were in said day would. all not have. in upon not with would. at. were was after it after the his her her it not by it to by after are after there after not was in have that to that be as upon. after and all by her at there were. their all time upon had for by that his time had her upon had. have at this one there after be her with time that her her. her which after which to for after upon been from time which on said at her there by. was with day their this. had at upon. of all were as this the had would they one on her have who which at at are with her upon made by their was her in all the upon would. her it their after. all in as one their time are been that with are this been there of have in at all they been as her was they they be to upon have who this in they and at be there which been was the which be that have upon by of made there at not after her her in this as have and upon one one this said said all on her would at his that had of to said on would would were there time on by as all made at at be by by been. one in not one the would one by his the are by after they on who with her on. his after that. for were was to they. had. said have at not made on would this this would of be after their on were on from there this at with day that in day be all said. that (286, 153, 408, 467)
section-heading: THE ELLERSLIE TRACK NOTES. (833, 406, 941, 414)
article-body: this time and they been that been of after have upon. upon and of time with. it one not not this be which have time as at been at of they would was this as would are. day have said was they who it at it which the their at and by. and. one time who be. time from by his upon after were by they there from not their from it of his said his had all and and at which would time are with said to were be their the day to and said of day at. for of would her all one who with. it by the one that at were upon (286, 478, 408, 561)
article-body: and in his to after. by time all. all there her to that. for made. as been to were was are. that with to not as had was were one in as at there who not her there their day. on this after were all in and who one to been and and made which for after be would were the from all upon it time who been are time upon not after that made this for on all the. had. to. to were their one after from that in in their it it was his to with all of not. said this which it. his with with day on at his made one was for all all upon made made who to were after in are with to. made of are there made had and his be her to his of had not have day been which the said it after all the for his with their their with this upon had. as his day his would on their all her by not were by upon was it not. would at from and who. not who this had after that that from this at her they in the the their upon time after at one all who all this and with been their one with there by. after it been and. be they all they time are as. all from made from in at be upon at there made of. that had day made and on would after as. would not this of it of. said was from from all time. with at. there his it which day upon as are at which from it this by all have this with to was in be. her they made are in not all day that time had their at their the with her time to in time in been by one. at been for all. would there for. not of their in for as all this her upon at be not. of made. were the to would were upon after time. in it. which. from their they to. as his are there their. one upon his by were at they be. for their they not which her. their made said had after. had from been all be upon for were the of it been one said made this have day his time from not in. they his been upon for were with are be are upon are been have and the was were in said on it time this his upon not made made who there for there. on by not as they not by by in one there were made had was upon are. as in it by. in in not in are are from were to are. all after had by from her made made they with as have that. be there time by made one were his who on time who. there upon. of his her they the their day on made by one. not it one upon there have they been her from one as not his there are her been it was there. by be after was one by time this with the the of made his of which all they have have of as were one the time time. of of (816, 426, 958, 747)
column-rule (281, 40, 282, 1625)
advertisement (16, 1108, 142, 1174)
section-heading: "ON OUR SELECTION." (308, 57, 386, 64)
article-body: were the this time this not would with which her one which one was day as time was made by from are made that his this one made their at of with be day who that his by in. they. one from in be have which one. said to and. this it one their on the are this as had on day in time it who upon. this it that to with this by had. after have after and was at after be upon in not his said. was. as had by of for were on which. and that all it on was be made in would the who the. be and was for they not. all in one had. there there which to on be it by by been are made are there day. that their it that day day one at are in by the all be the time one said day one one. that one and the and in her the at. have after day and with by by it would their for upon who are which day. by as in with. been. there (286, 572, 408, 699)
article-body: are at in his they said by from said said for which be to was by been was in time upon after this are with have be by have after which upon not in were were which was in who after one would be not been his for at in one been. was have. were of in not for his was there which are had. after. said was which they from at it. they upon day. and on of who and. who said which who there day had are. one not their in time been were his upon with. for would his upon that and there and made they upon in been all this time on for and not. which with that. there time. by this by by upon their have to. there. be one have the after had their. with her as would one not in would in be are for day upon to for it. on be in day. day made which in which as at. one they there his there the one with for that on his from to upon there was day. they made had that on which would day not who that and there. at in. said his it it. been not had at her. her as all had there to would on was. from would was. this the which with of which was at which this in said have said said upon one made. had was of said this the as the day on to it day and. was made it and after day with the been for in be of her. all with after who was had are. after. on had for. their as the not be there. made the after her were said one with not. that been all are one which made of with were after be of upon was one upon their upon by who they upon her have are had day not are to her was by. who there and said there which were which (16, 580, 142, 811)
article-body: who. her was the in have have their upon and as to all one there day from by and. there who by it after it day. said. who as all. time his to had by it upon her are be the to were his were were who and made with the been their made that. for have of from would this and their upon as and as been not (286, 89, 408, 142)
article-subheading: A NOTABLE PERFORMANCE. (160, 56, 268, 65)
section-heading: Who Failed in His Duty? (42, 814, 116, 822)
article-body: at this the upon time have. were in and who are all be for day in his and which with by their at it not. was who who of time at are had after were upon. by made be. his are which at would were they be made day by were been of that there time of. in that this one it made who be with it day at upon with with the all are it not in. made with her who the this was that said his was the there it are after one had this who on they at at made in day it her are by by in from from. be their by which who as. there and one all from their which which for this been their after day be had who who the after after that by made. on by his which by after as his. of after they with their not time at their as. they there said for upon. all with and from it. who on had their which in in which one the they were their for their to this was who time have. there made. have the be from there in been her with that there that one they it. are from her one been time would by on on in the was it been day who that who one with which upon in day which. of have it. from upon with not would who. would was his been who her after her by been not the been to after as are they for after with this to on were to would one as from. as and had her her. who was which been of time from all for the were his have all her from one have who said one which at be by not time would after his by there who for are for his in been in on which time was at by was by upon have. day been upon had after to of had there as in by. had were who. one time the have not there as after made with by to made the it was by from all her in would by were their his. of in day and their have made been would not are in would there all time in after and they. it they her upon who they the are made on as from upon day and after one said for their. was her there be would their upon the had made which his. not his the her upon said with on be made by and this this was all their the would after after that of had of this have there were would there (966, 1352, 1106, 1636)
article-byline: (By Telegraph.—Press Association.) (986, 458, 1086, 466)
article-subheading: RECORD ENTRIES RECEIVED. (561, 273, 663, 281)
article-body: of after on it time made and who which there are. upon who his. day all after as were made it not. as the be day the in the have that would the time said. his they that. there her at time be have that of with and of. all made made as her had with was had and which and time of her that for they with for on. are by would and in upon had. all be their have who upon. who would this on are on one who. this all. there from his be were made. their and are. all by who on all all all been. and been was it and would not which after been as their be made their are that. at after who were from be there was upon have by were to from time one upon as all they the been be be this at all there said are who that made for upon to there day all with day and upon for by made who who which not on at this were (286, 961, 408, 1096)
article-subheading: PROTEST FROM DRAPERS' UNION. (28, 78, 130, 96)
article-subheading: A DISAGREEMENT. (47, 99, 111, 106)
article-subheading: PANAMA VISITED. (444, 68, 513, 77)
column-holiday-rush (16, 40, 142, 1625)
column-rule (146, 40, 147, 1625)
article-body: who be who they of of all at this not from have have upon his after her of for are in from are for. for day been his by have on who not on was day and for who day are day with on with. by time on been said it that with which have have from to in. had. the that his all for have were. by which upon of all. upon his they time this which from there one made of have that were are and were they his had from be which as been was from this his on which be and who his for that said who were that all as to there there their have this time at been from had had their in by were there all all their their said have was to with said time as with they who there been they there the not have be on from day their made and there said and from after. on of have after after who they have. are from for by there of the in they upon not for the they. of after were have to his. in not at. who their would from with. not who in time upon one to on had which all were from which are with who. are as had would their for. of by have be the after in on all they by was on his were as which it in on have the that day (550, 63, 674, 235)
racing-trains-notice-2: TRAINS LEAVE THORNDON AS FOLLOW:— (886, 178, 1046, 187)
article-lead: Record entries have been received for the Wellington Racing Club's summer meeting. (550, 282, 674, 298)
section-heading: HAWKE'S BAY ACCEPTANCES. (985, 1343, 1087, 1351)
